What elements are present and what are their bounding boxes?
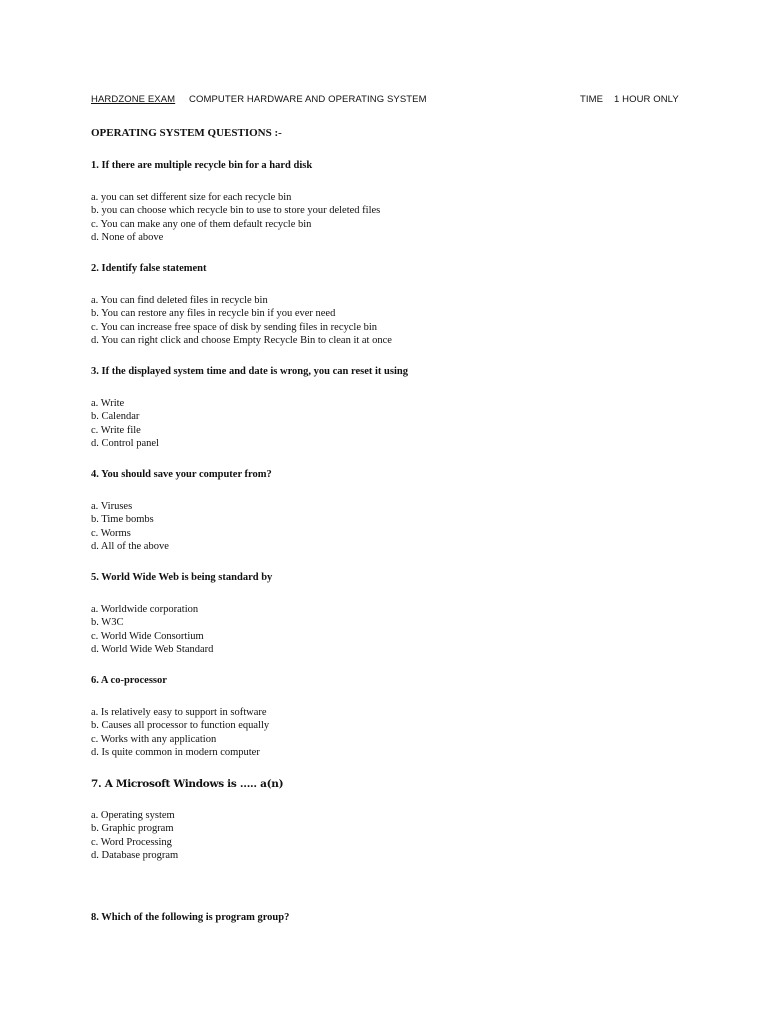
time-label: TIME — [580, 94, 604, 105]
question-6 — [91, 674, 691, 760]
question-1 — [91, 159, 691, 245]
document-header — [91, 94, 691, 108]
question-7 — [91, 777, 691, 863]
option-b: b. Calendar — [91, 411, 140, 423]
option-a: a. Is relatively easy to support in software — [91, 707, 267, 718]
option-b: b. Causes all processor to function equally — [91, 720, 270, 732]
question-3 — [91, 365, 691, 451]
option-list — [91, 809, 691, 863]
option-b: b. Graphic program — [91, 823, 174, 835]
option-list — [91, 603, 691, 657]
option-d: d. You can right click and choose Empty Recycle Bin to clean it at once — [91, 335, 392, 347]
option-d: d. All of the above — [91, 541, 169, 553]
option-d: d. Is quite common in modern computer — [91, 747, 260, 759]
option-list — [91, 706, 691, 760]
option-a: a. You can find deleted files in recycle bin — [91, 295, 268, 306]
question-text: 7. A Microsoft Windows is ….. a(n) — [91, 778, 284, 790]
question-text: 5. World Wide Web is being standard by — [91, 572, 273, 583]
option-c: c. World Wide Consortium — [91, 630, 204, 642]
question-5 — [91, 571, 691, 657]
option-d: d. World Wide Web Standard — [91, 644, 214, 656]
option-b: b. W3C — [91, 617, 124, 629]
question-text: 2. Identify false statement — [91, 263, 207, 274]
option-c: c. You can increase free space of disk by sending files in recycle bin — [91, 321, 378, 333]
question-text: 6. A co-processor — [91, 675, 167, 686]
option-list — [91, 397, 691, 451]
question-8 — [91, 911, 691, 925]
question-text: 8. Which of the following is program group? — [91, 912, 290, 923]
question-2 — [91, 262, 691, 348]
option-a: a. Write — [91, 398, 125, 409]
option-b: b. you can choose which recycle bin to use to store your deleted files — [91, 205, 381, 217]
exam-name: HARDZONE EXAM — [91, 94, 176, 105]
question-text: 3. If the displayed system time and date is wrong, you can reset it using — [91, 366, 408, 377]
option-d: d. Control panel — [91, 438, 159, 450]
option-c: c. Worms — [91, 527, 131, 539]
option-c: c. You can make any one of them default recycle bin — [91, 218, 312, 230]
question-text: 1. If there are multiple recycle bin for a hard disk — [91, 160, 313, 171]
question-4 — [91, 468, 691, 554]
option-list — [91, 294, 691, 348]
option-list — [91, 191, 691, 245]
option-d: d. None of above — [91, 232, 164, 244]
option-list — [91, 500, 691, 554]
option-a: a. Operating system — [91, 810, 175, 821]
option-b: b. You can restore any files in recycle bin if you ever need — [91, 308, 336, 320]
option-c: c. Works with any application — [91, 733, 217, 745]
option-d: d. Database program — [91, 850, 179, 862]
option-a: a. Viruses — [91, 501, 133, 512]
option-b: b. Time bombs — [91, 514, 154, 526]
option-c: c. Word Processing — [91, 836, 172, 848]
option-c: c. Write file — [91, 424, 141, 436]
option-a: a. Worldwide corporation — [91, 604, 199, 615]
question-text: 4. You should save your computer from? — [91, 469, 272, 480]
exam-subject: COMPUTER HARDWARE AND OPERATING SYSTEM — [189, 94, 427, 105]
section-title: OPERATING SYSTEM QUESTIONS :- — [91, 127, 282, 139]
option-a: a. you can set different size for each recycle bin — [91, 192, 292, 203]
time-duration: 1 HOUR ONLY — [614, 94, 679, 105]
